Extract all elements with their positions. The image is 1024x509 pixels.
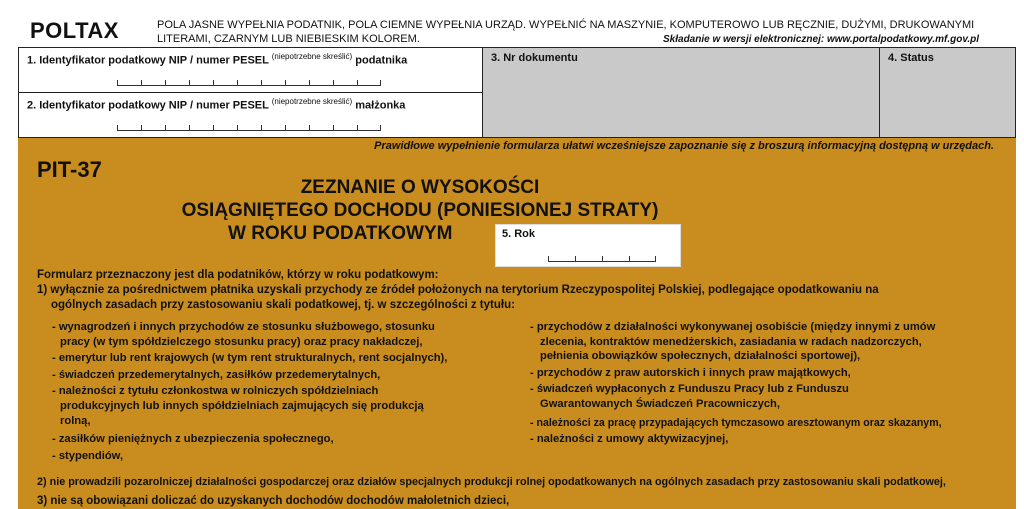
field-2-note: (niepotrzebne skreślić) [271, 97, 353, 106]
brochure-note: Prawidłowe wypełnienie formularza ułatwi wcześniejsze zapoznanie się z broszurą informacyjną dostępną w urzędach. [374, 140, 994, 152]
field-1-note: (niepotrzebne skreślić) [271, 52, 353, 61]
field-1-digit-combs [117, 80, 381, 86]
left-item-4: - należności z tytułu członkostwa w rolniczych spółdzielniach [52, 385, 379, 398]
form-code: PIT-37 [37, 157, 102, 182]
right-item-1-cont: zlecenia, kontraktów menedżerskich, zasiadania w radach nadzorczych, [540, 335, 922, 348]
field-5-label: 5. Rok [502, 228, 536, 240]
document-number-field [482, 47, 880, 138]
nip-pesel-spouse-field[interactable] [18, 92, 483, 138]
status-field [879, 47, 1016, 138]
field-3-label: 3. Nr dokumentu [491, 52, 578, 64]
right-item-1-cont-2: pełnienia obowiązków społecznych, działalności sportowej), [540, 350, 861, 363]
field-2-digit-combs [117, 125, 381, 131]
field-1-label-text: 1. Identyfikator podatkowy NIP / numer PESEL [27, 54, 269, 67]
poltax-logo: POLTAX [30, 18, 119, 43]
left-item-3: - świadczeń przedemerytalnych, zasiłków przedemerytalnych, [52, 368, 381, 381]
title-line-2: OSIĄGNIĘTEGO DOCHODU (PONIESIONEJ STRATY) [181, 200, 659, 221]
field-4-label: 4. Status [888, 52, 934, 64]
identification-fields [18, 47, 1016, 138]
tax-year-field[interactable] [495, 224, 681, 267]
left-item-1: - wynagrodzeń i innych przychodów ze stosunku służbowego, stosunku [52, 321, 435, 333]
field-1-label [27, 52, 407, 67]
field-2-label [27, 97, 405, 112]
right-item-3-cont: Gwarantowanych Świadczeń Pracowniczych, [540, 397, 780, 410]
title-line-1: ZEZNANIE O WYSOKOŚCI [300, 177, 540, 198]
e-filing-note: Składanie w wersji elektronicznej: www.portalpodatkowy.mf.gov.pl [663, 34, 979, 45]
left-item-1-cont: pracy (w tym spółdzielczego stosunku pracy) oraz pracy nakładczej, [60, 335, 423, 348]
instruction-line-1: POLA JASNE WYPEŁNIA PODATNIK, POLA CIEMNE WYPEŁNIA URZĄD. WYPEŁNIĆ NA MASZYNIE, KOMPUTEROWO LUB RĘCZNIE, DUŻYMI, DRUKOWANYMI [157, 19, 975, 31]
item-2: 2) nie prowadzili pozarolniczej działalności gospodarczej oraz działów specjalnych produkcji rolnej opodatkowanych na ogólnych zasadach przy zastosowaniu skali podatkowej, [37, 476, 946, 488]
title-line-3: W ROKU PODATKOWYM [228, 223, 453, 244]
field-1-suffix: podatnika [355, 54, 408, 67]
income-list-right [530, 320, 1005, 449]
right-item-1: - przychodów z działalności wykonywanej osobiście (między innymi z umów [530, 321, 936, 333]
field-2-suffix: małżonka [355, 99, 406, 112]
item-1-line-2: ogólnych zasadach przy zastosowaniu skali podatkowej, tj. w szczególności z tytułu: [51, 299, 515, 311]
instruction-line-2: LITERAMI, CZARNYM LUB NIEBIESKIM KOLOREM. [157, 33, 420, 45]
left-item-5: - zasiłków pieniężnych z ubezpieczenia społecznego, [52, 433, 334, 446]
right-item-3: - świadczeń wypłaconych z Funduszu Pracy lub z Funduszu [530, 383, 849, 396]
left-item-6: - stypendiów, [52, 449, 124, 462]
left-item-4-cont: produkcyjnych lub innych spółdzielniach zajmujących się produkcją [60, 399, 424, 412]
right-item-5: - należności z umowy aktywizacyjnej, [530, 433, 729, 446]
right-item-2: - przychodów z praw autorskich i innych praw majątkowych, [530, 366, 851, 379]
intro-text: Formularz przeznaczony jest dla podatników, którzy w roku podatkowym: [37, 269, 439, 281]
nip-pesel-taxpayer-field[interactable] [18, 47, 483, 93]
item-3: 3) nie są obowiązani doliczać do uzyskanych dochodów dochodów małoletnich dzieci, [37, 495, 510, 507]
right-item-4: - należności za pracę przypadających tymczasowo aresztowanym oraz skazanym, [530, 416, 942, 429]
item-1-line-1: 1) wyłącznie za pośrednictwem płatnika uzyskali przychody ze źródeł położonych na terytorium Rzeczypospolitej Polskiej, podlegające opodatkowaniu na [37, 284, 879, 296]
left-item-4-cont-2: rolną, [60, 414, 91, 427]
income-list-left [52, 320, 512, 465]
left-item-2: - emerytur lub rent krajowych (w tym rent strukturalnych, rent socjalnych), [52, 352, 448, 365]
year-digit-combs [548, 256, 656, 262]
form-intro [37, 268, 987, 313]
field-2-label-text: 2. Identyfikator podatkowy NIP / numer PESEL [27, 99, 269, 112]
